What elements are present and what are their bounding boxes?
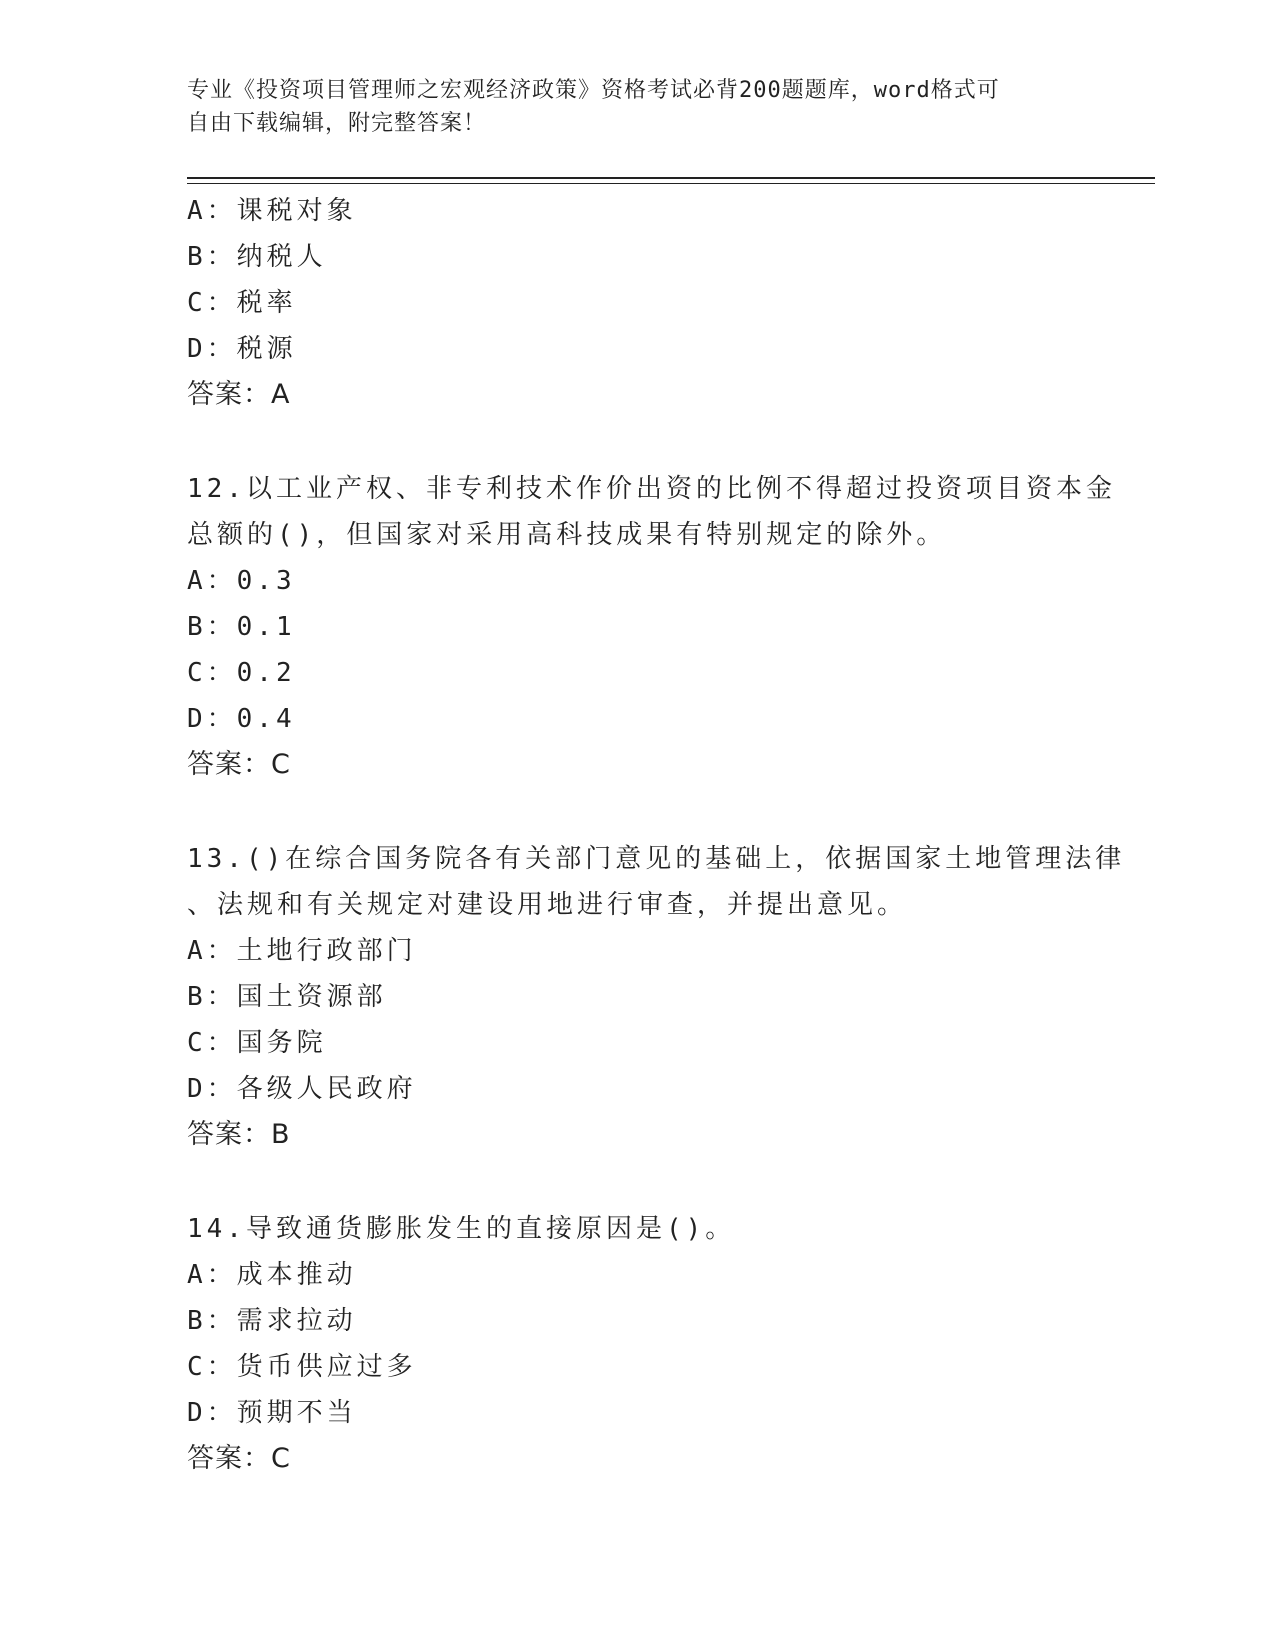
option-b: B：国土资源部 bbox=[187, 982, 387, 1012]
option-c: C：税率 bbox=[187, 288, 297, 318]
partial-question bbox=[187, 188, 1087, 418]
option-a: A：成本推动 bbox=[187, 1260, 357, 1290]
answer: 答案：C bbox=[187, 749, 291, 780]
header-line-1: 专业《投资项目管理师之宏观经济政策》资格考试必背200题题库，word格式可 bbox=[187, 78, 1000, 103]
option-d: D：预期不当 bbox=[187, 1398, 357, 1428]
header-divider-thin bbox=[187, 183, 1155, 184]
question-13 bbox=[187, 836, 1126, 1158]
question-stem-line: 12.以工业产权、非专利技术作价出资的比例不得超过投资项目资本金 bbox=[187, 474, 1116, 504]
question-stem-line: 、法规和有关规定对建设用地进行审查，并提出意见。 bbox=[187, 890, 908, 920]
option-d: D：各级人民政府 bbox=[187, 1074, 417, 1104]
option-c: C：货币供应过多 bbox=[187, 1352, 417, 1382]
option-a: A：课税对象 bbox=[187, 196, 357, 226]
header-line-2: 自由下载编辑，附完整答案！ bbox=[187, 111, 487, 136]
option-c: C：国务院 bbox=[187, 1028, 327, 1058]
answer: 答案：C bbox=[187, 1443, 291, 1474]
option-b: B：需求拉动 bbox=[187, 1306, 357, 1336]
option-d: D：税源 bbox=[187, 334, 297, 364]
header-divider-thick bbox=[187, 177, 1155, 179]
answer: 答案：B bbox=[187, 1119, 291, 1150]
option-b: B：纳税人 bbox=[187, 242, 327, 272]
question-14 bbox=[187, 1206, 1087, 1482]
question-list bbox=[187, 188, 1126, 1482]
option-c: C：0.2 bbox=[187, 658, 296, 688]
option-a: A：0.3 bbox=[187, 566, 296, 596]
question-12 bbox=[187, 466, 1116, 788]
option-b: B：0.1 bbox=[187, 612, 296, 642]
option-a: A：土地行政部门 bbox=[187, 936, 417, 966]
option-d: D：0.4 bbox=[187, 704, 296, 734]
document-header bbox=[187, 74, 1067, 140]
question-stem-line: 总额的()，但国家对采用高科技成果有特别规定的除外。 bbox=[187, 520, 947, 550]
answer: 答案：A bbox=[187, 379, 291, 410]
question-stem-line: 14.导致通货膨胀发生的直接原因是()。 bbox=[187, 1214, 736, 1244]
question-stem-line: 13.()在综合国务院各有关部门意见的基础上，依据国家土地管理法律 bbox=[187, 844, 1126, 874]
